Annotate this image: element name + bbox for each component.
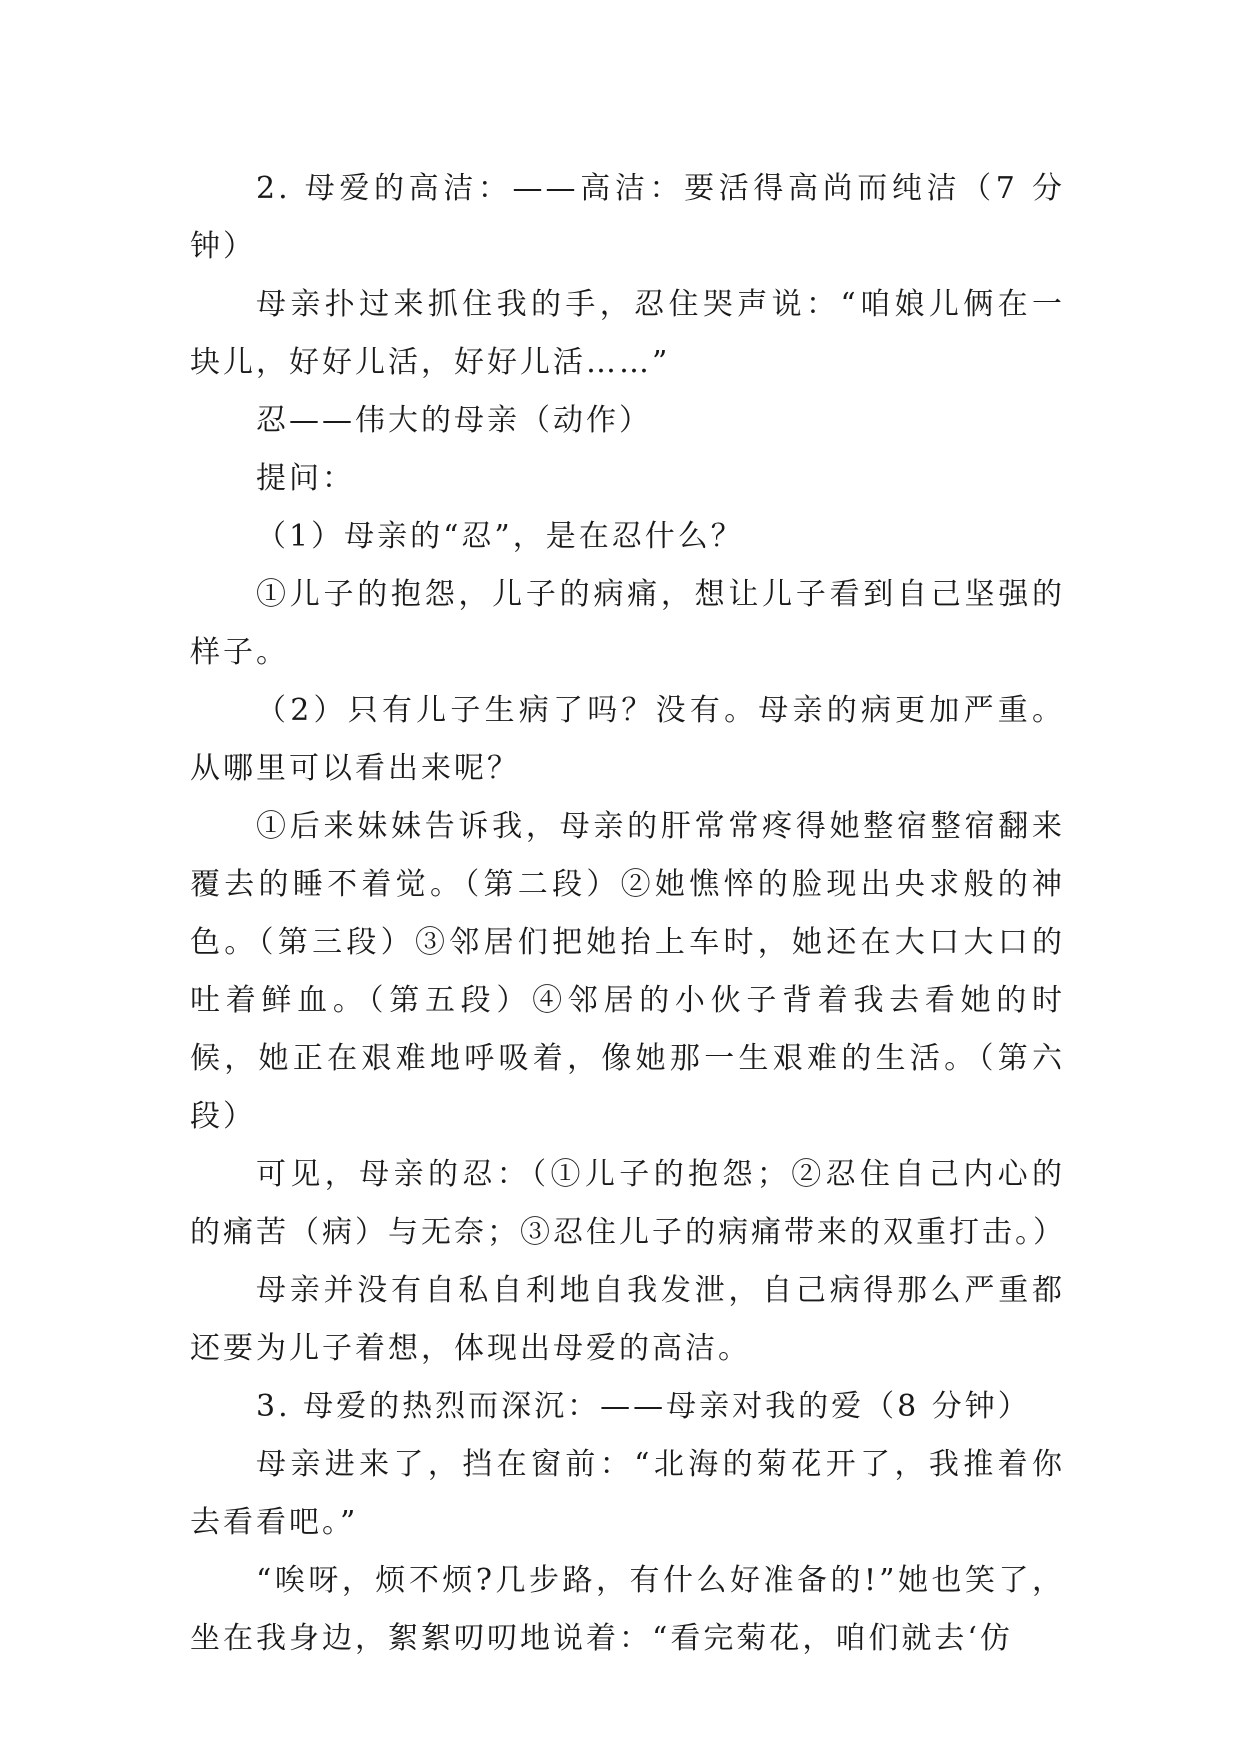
paragraph: ①后来妹妹告诉我，母亲的肝常常疼得她整宿整宿翻来覆去的睡不着觉。（第二段）②她憔悴的脸现出央求般的神色。（第三段）③邻居们把她抬上车时，她还在大口大口的吐着鲜血。（第五段）④邻居的小伙子背着我去看她的时候，她正在艰难地呼吸着，像她那一生艰难的生活。（第六段）: [190, 809, 1065, 1134]
paragraph: 提问：: [256, 461, 355, 496]
paragraph: 母亲扑过来抓住我的手，忍住哭声说：“咱娘儿俩在一块儿，好好儿活，好好儿活……”: [190, 287, 1065, 380]
paragraph: “唉呀，烦不烦?几步路，有什么好准备的!”她也笑了，坐在我身边，絮絮叨叨地说着：“看完菊花，咱们就去‘仿: [190, 1563, 1065, 1656]
question-2: （2）只有儿子生病了吗？没有。母亲的病更加严重。从哪里可以看出来呢？: [190, 693, 1065, 786]
section-heading-2: 2. 母爱的高洁：——高洁：要活得高尚而纯洁（7 分钟）: [190, 171, 1065, 264]
paragraph: 母亲进来了，挡在窗前：“北海的菊花开了，我推着你去看看吧。”: [190, 1447, 1065, 1540]
question-1: （1）母亲的“忍”，是在忍什么？: [256, 519, 744, 554]
paragraph: ①儿子的抱怨，儿子的病痛，想让儿子看到自己坚强的样子。: [190, 577, 1065, 670]
document-body: [190, 160, 1065, 1668]
paragraph: 忍——伟大的母亲（动作）: [256, 403, 652, 438]
paragraph: 母亲并没有自私自利地自我发泄，自己病得那么严重都还要为儿子着想，体现出母爱的高洁。: [190, 1273, 1065, 1366]
paragraph: 可见，母亲的忍：（①儿子的抱怨；②忍住自己内心的的痛苦（病）与无奈；③忍住儿子的病痛带来的双重打击。）: [190, 1157, 1066, 1250]
section-heading-3: 3. 母爱的热烈而深沉：——母亲对我的爱（8 分钟）: [256, 1389, 1031, 1424]
